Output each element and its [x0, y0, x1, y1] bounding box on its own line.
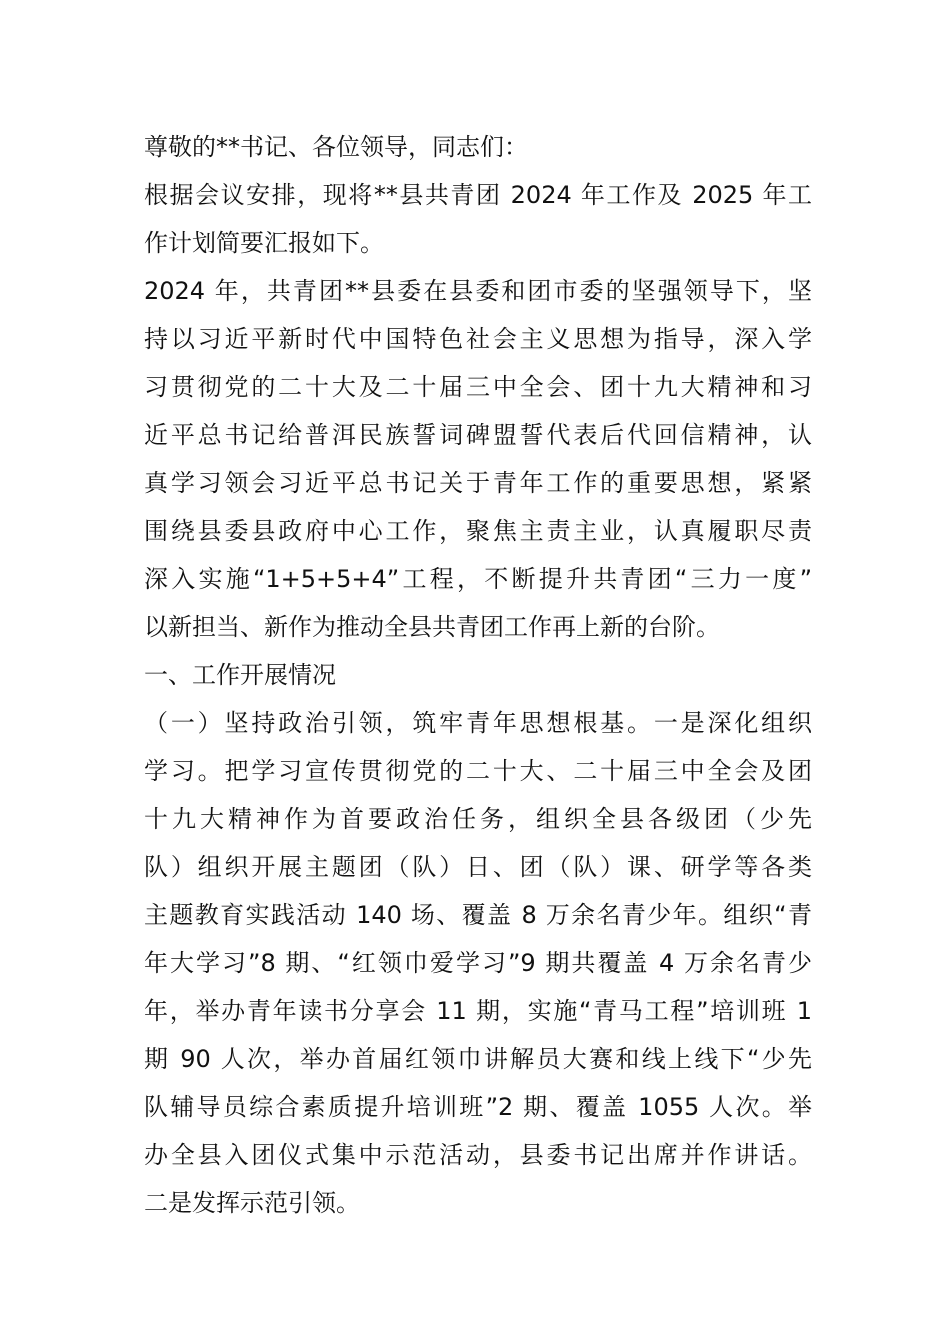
subsection-line: 主题教育实践活动 140 场、覆盖 8 万余名青少年。组织“青 [144, 901, 812, 929]
summary-line: 真学习领会习近平总书记关于青年工作的重要思想，紧紧 [144, 469, 812, 497]
subsection-line: 期 90 人次，举办首届红领巾讲解员大赛和线上线下“少先 [144, 1045, 812, 1073]
salutation-line: 尊敬的**书记、各位领导，同志们： [144, 133, 528, 161]
subsection-line: 队辅导员综合素质提升培训班”2 期、覆盖 1055 人次。举 [144, 1093, 812, 1121]
intro-line: 根据会议安排，现将**县共青团 2024 年工作及 2025 年工 [144, 181, 812, 209]
subsection-line: 学习。把学习宣传贯彻党的二十大、二十届三中全会及团 [144, 757, 812, 785]
subsection-line: 队）组织开展主题团（队）日、团（队）课、研学等各类 [144, 853, 812, 881]
subsection-line: （一）坚持政治引领，筑牢青年思想根基。一是深化组织 [144, 709, 812, 737]
summary-line: 持以习近平新时代中国特色社会主义思想为指导，深入学 [144, 325, 812, 353]
summary-line: 围绕县委县政府中心工作，聚焦主责主业，认真履职尽责 [144, 517, 812, 545]
subsection-line: 年大学习”8 期、“红领巾爱学习”9 期共覆盖 4 万余名青少 [144, 949, 812, 977]
summary-line: 近平总书记给普洱民族誓词碑盟誓代表后代回信精神，认 [144, 421, 812, 449]
summary-line: 习贯彻党的二十大及二十届三中全会、团十九大精神和习 [144, 373, 812, 401]
section-heading-paragraph [144, 651, 812, 699]
document-body [144, 123, 812, 1227]
summary-line: 深入实施“1+5+5+4”工程，不断提升共青团“三力一度” [144, 565, 812, 593]
subsection-line: 十九大精神作为首要政治任务，组织全县各级团（少先 [144, 805, 812, 833]
subsection-line: 年，举办青年读书分享会 11 期，实施“青马工程”培训班 1 [144, 997, 812, 1025]
intro-line: 作计划简要汇报如下。 [144, 229, 384, 257]
subsection-line: 办全县入团仪式集中示范活动，县委书记出席并作讲话。 [144, 1141, 812, 1169]
summary-line: 以新担当、新作为推动全县共青团工作再上新的台阶。 [144, 613, 720, 641]
summary-line: 2024 年，共青团**县委在县委和团市委的坚强领导下，坚 [144, 277, 812, 305]
section-heading: 一、工作开展情况 [144, 661, 336, 689]
subsection-paragraph [144, 699, 812, 1227]
subsection-line: 二是发挥示范引领。 [144, 1189, 360, 1217]
salutation-paragraph [144, 123, 812, 171]
intro-paragraph [144, 171, 812, 267]
summary-paragraph [144, 267, 812, 651]
